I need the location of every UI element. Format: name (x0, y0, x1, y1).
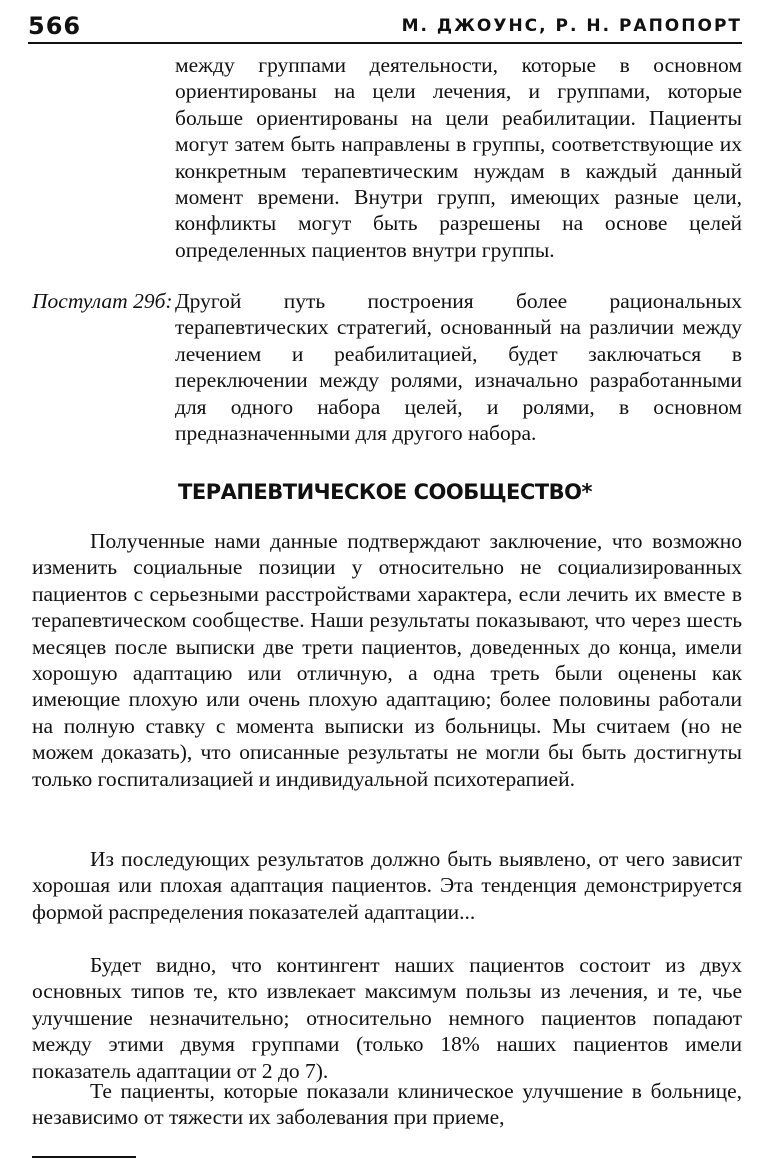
postulate-label: Постулат 29б: (32, 289, 173, 313)
page-header (28, 10, 742, 42)
continued-paragraph: между группами деятельности, которые в основном ориентированы на цели лечения, и группами, которые больше ориентированы на цели реабилитации. Пациенты могут затем быть направлены в группы, соответствующие их конкретным терапевтическим нуждам в каждый данный момент времени. Внутри групп, имеющих разные цели, конфликты могут быть разрешены на основе целей определенных пациентов внутри группы. (175, 53, 742, 262)
running-head: М. ДЖОУНС, Р. Н. РАПОПОРТ (401, 16, 742, 36)
body-paragraph: Будет видно, что контингент наших пациентов состоит из двух основных типов те, кто извлекает максимум пользы из лечения, и те, чье улучшение незначительно; относительно немного пациентов попадают между этими двумя группами (только 18% наших пациентов имели показатель адаптации от 2 до 7). (32, 953, 742, 1083)
page-number: 566 (28, 12, 82, 40)
postulate-text: Другой путь построения более рациональных терапевтических стратегий, основанный на различии между лечением и реабилитацией, будет заключаться в переключении между ролями, изначально разработанными для одного набора целей, и ролями, в основном предназначенными для другого набора. (175, 289, 742, 446)
header-rule (28, 42, 742, 44)
section-heading: ТЕРАПЕВТИЧЕСКОЕ СООБЩЕСТВО* (178, 480, 592, 504)
body-paragraph: Из последующих результатов должно быть выявлено, от чего зависит хорошая или плохая адаптация пациентов. Эта тенденция демонстрируется формой распределения показателей адаптации... (32, 847, 742, 924)
footnote-rule (32, 1156, 136, 1158)
body-paragraph: Полученные нами данные подтверждают заключение, что возможно изменить социальные позиции у относительно не социализированных пациентов с серьезными расстройствами характера, если лечить их вместе в терапевтическом сообществе. Наши результаты показывают, что через шесть месяцев после выписки две трети пациентов, доведенных до конца, имели хорошую адаптацию или отличную, а одна треть были оценены как имеющие плохую или очень плохую адаптацию; более половины работали на полную ставку с момента выписки из больницы. Мы считаем (но не можем доказать), что описанные результаты не могли бы быть достигнуты только госпитализацией и индивидуальной психотерапией. (32, 529, 742, 791)
body-paragraph: Те пациенты, которые показали клиническое улучшение в больнице, независимо от тяжести их заболевания при приеме, (32, 1079, 742, 1130)
